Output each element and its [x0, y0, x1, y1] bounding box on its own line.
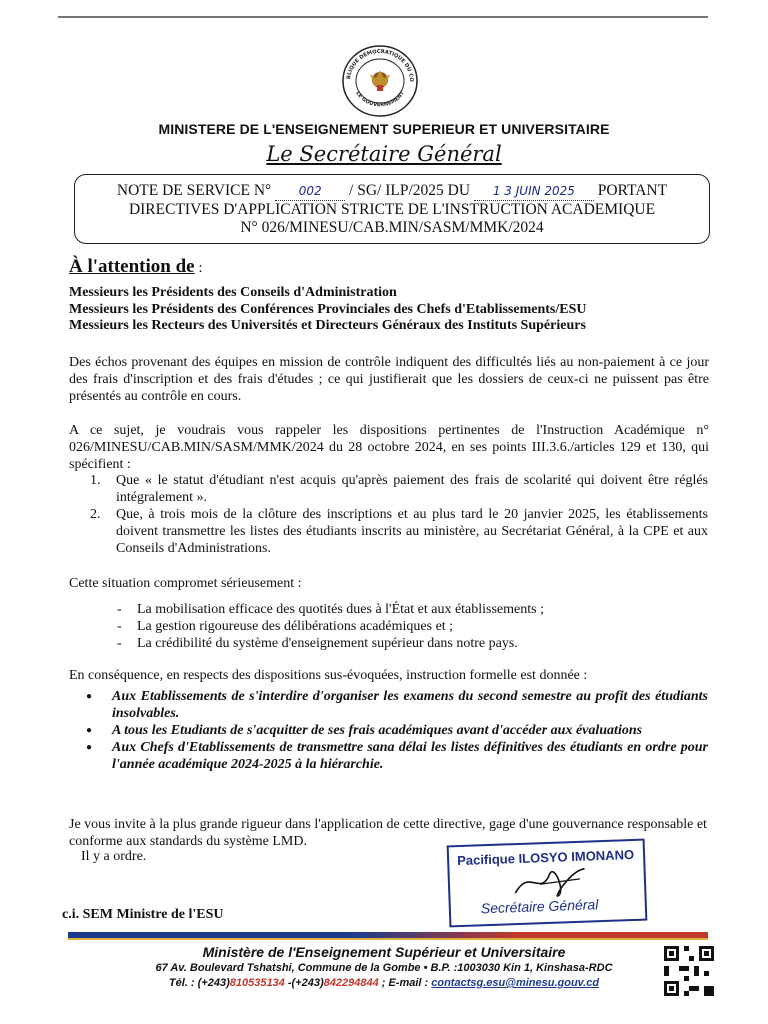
- footer-tel-2: 842294844: [323, 977, 379, 989]
- situation-text: Cette situation compromet sérieusement :: [69, 576, 302, 591]
- qr-code-icon: [664, 946, 714, 996]
- note-reference-box: [74, 174, 710, 244]
- stamp-name: Pacifique ILOSYO IMONANO: [456, 846, 635, 869]
- footer-tel-label: Tél. : (+243): [168, 977, 230, 989]
- stamp-role: Secrétaire Général: [480, 896, 599, 917]
- official-stamp: [447, 839, 648, 928]
- footer-bp: B.P. :1003030 Kin 1, Kinshasa-RDC: [430, 962, 613, 974]
- footer-email-label: ; E-mail :: [378, 977, 432, 989]
- risks-list: [117, 601, 544, 652]
- top-rule: [58, 16, 708, 18]
- item-number: 2.: [90, 507, 101, 522]
- footer-address: 67 Av. Boulevard Tshatshi, Commune de la Gombe • B.P. :1003030 Kin 1, Kinshasa-RDC: [155, 962, 613, 974]
- seal-arc-bottom: LE GOUVERNEMENT: [354, 90, 406, 109]
- svg-text:LE GOUVERNEMENT: [354, 90, 406, 108]
- note-number: 002: [298, 184, 322, 198]
- consequence-text: En conséquence, en respects des dispositions sus-évoquées, instruction formelle est donnée :: [69, 668, 588, 683]
- list-item: [90, 472, 708, 506]
- closing-paragraph: Je vous invite à la plus grande rigueur dans l'application de cette directive, gage d'une gouvernance responsable et conforme aux standards du système LMD.: [69, 817, 707, 849]
- recipient-item: Messieurs les Présidents des Conseils d'Administration: [69, 285, 397, 300]
- item-text: Que, à trois mois de la clôture des inscriptions et au plus tard le 20 janvier 2025, les établissements doivent transmettre les listes des étudiants inscrits au ministère, au Secrétariat Général, à la CPE et aux Conseils d'Administrations.: [116, 507, 708, 556]
- footer-tel-sep: -(+243): [284, 977, 324, 989]
- item-number: 1.: [90, 473, 101, 488]
- footer-street: 67 Av. Boulevard Tshatshi, Commune de la Gombe: [155, 962, 421, 974]
- note-date: 1 3 JUIN 2025: [492, 184, 575, 198]
- attention-colon: :: [194, 260, 203, 276]
- item-text: Que « le statut d'étudiant n'est acquis qu'après paiement des frais de scolarité qui doivent être réglés intégralement ».: [116, 473, 708, 505]
- list-item: - La mobilisation efficace des quotités dues à l'État et aux établissements ;: [117, 601, 544, 618]
- list-item: ● Aux Chefs d'Etablissements de transmettre sana délai les listes définitives des étudiants en ordre pour l'année académique 2024-2025 à la hiérarchie.: [86, 739, 708, 773]
- footer-email-link[interactable]: contactsg.esu@minesu.gouv.cd: [431, 977, 600, 989]
- list-item: ● Aux Etablissements de s'interdire d'organiser les examens du second semestre au profit des étudiants insolvables.: [86, 688, 708, 722]
- note-ref: / SG/ ILP/2025 DU: [349, 182, 471, 199]
- attention-heading: [69, 256, 203, 278]
- numbered-provisions: [90, 472, 708, 557]
- list-item: [90, 506, 708, 557]
- list-item: ● A tous les Etudiants de s'acquitter de ses frais académiques avant d'accéder aux évaluations: [86, 722, 708, 739]
- order-line: Il y a ordre.: [81, 849, 147, 864]
- note-line-1: [75, 182, 709, 201]
- note-suffix: PORTANT: [597, 182, 668, 199]
- list-item: - La gestion rigoureuse des délibérations académiques et ;: [117, 618, 544, 635]
- paragraph-context: Des échos provenant des équipes en mission de contrôle indiquent des difficultés liés au non-paiement à ce jour des frais d'inscription et des frais d'études ; ce qui justifierait que les dossiers de ceux-ci ne puissent pas être présentés au contrôle en cours.: [69, 355, 709, 404]
- note-date-field: [474, 182, 594, 201]
- recipients-list: [69, 285, 586, 335]
- list-item: - La crédibilité du système d'enseignement supérieur dans notre pays.: [117, 635, 544, 652]
- note-prefix: NOTE DE SERVICE N°: [116, 182, 272, 199]
- paragraph-reminder: A ce sujet, je voudrais vous rappeler les dispositions pertinentes de l'Instruction Académique n° 026/MINESU/CAB.MIN/SASM/MMK/2024 du 28 octobre 2024, en ses points III.3.6./articles 129 et 130, qui spécifient :: [69, 423, 709, 472]
- copy-info: c.i. SEM Ministre de l'ESU: [62, 907, 224, 922]
- footer-tel-1: 810535134: [229, 977, 285, 989]
- seal-arc-top: BLIQUE DÉMOCRATIQUE DU CO: [346, 48, 415, 82]
- recipient-item: Messieurs les Présidents des Conférences Provinciales des Chefs d'Etablissements/ESU: [69, 301, 587, 317]
- coat-of-arms-seal-icon: [340, 44, 420, 118]
- secretary-general-title: Le Secrétaire Général: [266, 142, 502, 166]
- footer-contact: [0, 977, 768, 989]
- footer-title: Ministère de l'Enseignement Supérieur et Universitaire: [202, 944, 566, 960]
- attention-label: À l'attention de: [69, 256, 195, 277]
- ministry-title: MINISTERE DE L'ENSEIGNEMENT SUPERIEUR ET UNIVERSITAIRE: [158, 121, 610, 137]
- recipient-item: Messieurs les Recteurs des Universités et Directeurs Généraux des Instituts Supérieurs: [69, 318, 586, 333]
- instructions-list: [86, 688, 708, 773]
- note-line-3: N° 026/MINESU/CAB.MIN/SASM/MMK/2024: [240, 219, 544, 236]
- footer-band-accent: [68, 938, 708, 940]
- note-line-2: DIRECTIVES D'APPLICATION STRICTE DE L'INSTRUCTION ACADEMIQUE: [128, 201, 656, 218]
- note-number-field: [275, 182, 345, 201]
